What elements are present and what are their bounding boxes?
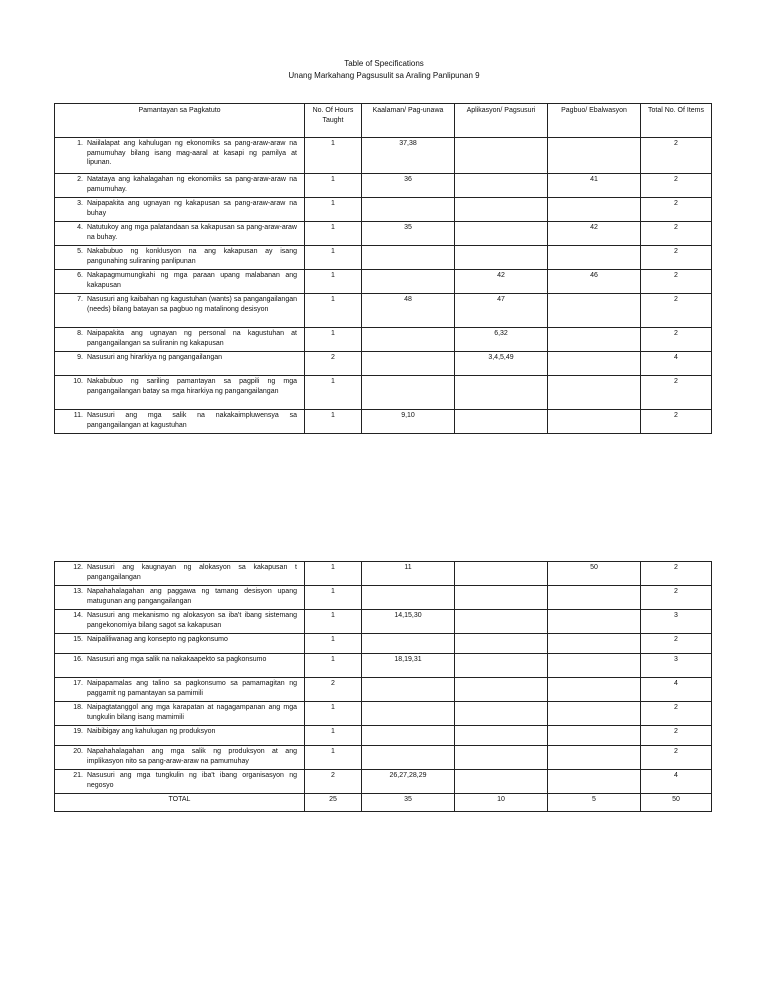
header-evaluation: Pagbuo/ Ebalwasyon: [548, 104, 641, 138]
hours-cell: 1: [305, 174, 362, 198]
competency-cell: [55, 586, 305, 610]
competency-number: 7.: [77, 296, 83, 303]
knowledge-cell: 11: [362, 562, 455, 586]
total-items-cell: 2: [641, 726, 712, 746]
hours-cell: 1: [305, 702, 362, 726]
hours-cell: 1: [305, 246, 362, 270]
competency-text: Nakabubuo ng sariling pamantayan sa pagpili ng mga pangangailangan batay sa mga hirarkiya ng pangangailangan: [87, 378, 297, 395]
evaluation-cell: [548, 746, 641, 770]
specifications-table-page-2: [54, 561, 712, 812]
application-cell: [455, 586, 548, 610]
table-row: [55, 746, 712, 770]
competency-text: Nakapagmumungkahi ng mga paraan upang malabanan ang kakapusan: [87, 272, 297, 289]
competency-number: 4.: [77, 224, 83, 231]
competency-number: 11.: [73, 412, 83, 419]
competency-number: 2.: [77, 176, 83, 183]
table-row: [55, 328, 712, 352]
application-cell: [455, 410, 548, 434]
competency-cell: [55, 138, 305, 174]
competency-number: 17.: [73, 680, 83, 687]
table-row: [55, 246, 712, 270]
evaluation-cell: [548, 352, 641, 376]
competency-cell: [55, 270, 305, 294]
total-items-cell: 2: [641, 294, 712, 328]
total-items-cell: 2: [641, 562, 712, 586]
evaluation-cell: [548, 586, 641, 610]
competency-text: Natutukoy ang mga palatandaan sa kakapusan sa pang-araw-araw na buhay.: [87, 224, 297, 241]
competency-number: 13.: [73, 588, 83, 595]
table-row: [55, 198, 712, 222]
evaluation-cell: [548, 328, 641, 352]
competency-cell: [55, 702, 305, 726]
hours-cell: 1: [305, 746, 362, 770]
competency-cell: [55, 246, 305, 270]
evaluation-cell: [548, 770, 641, 794]
knowledge-cell: 14,15,30: [362, 610, 455, 634]
total-items-cell: 3: [641, 610, 712, 634]
competency-number: 20.: [73, 748, 83, 755]
application-cell: [455, 376, 548, 410]
specifications-table-page-1: [54, 103, 712, 434]
total-row: [55, 794, 712, 812]
competency-cell: [55, 610, 305, 634]
knowledge-cell: 35: [362, 222, 455, 246]
application-cell: [455, 246, 548, 270]
hours-cell: 1: [305, 328, 362, 352]
competency-cell: [55, 410, 305, 434]
total-items-cell: 2: [641, 222, 712, 246]
evaluation-cell: [548, 246, 641, 270]
evaluation-cell: [548, 138, 641, 174]
knowledge-cell: 26,27,28,29: [362, 770, 455, 794]
application-cell: [455, 726, 548, 746]
competency-cell: [55, 294, 305, 328]
hours-cell: 1: [305, 294, 362, 328]
total-evaluation: 5: [548, 794, 641, 812]
knowledge-cell: [362, 702, 455, 726]
knowledge-cell: [362, 634, 455, 654]
table-row: [55, 634, 712, 654]
total-items-cell: 2: [641, 174, 712, 198]
total-hours: 25: [305, 794, 362, 812]
competency-text: Naibibigay ang kahulugan ng produksyon: [87, 728, 216, 735]
competency-text: Natataya ang kahalagahan ng ekonomiks sa pang-araw-araw na pamumuhay.: [87, 176, 297, 193]
hours-cell: 1: [305, 138, 362, 174]
application-cell: [455, 138, 548, 174]
competency-text: Nasusuri ang mga salik na nakakaapekto sa pagkonsumo: [87, 656, 267, 663]
application-cell: 6,32: [455, 328, 548, 352]
table-row: [55, 138, 712, 174]
total-items-cell: 2: [641, 586, 712, 610]
competency-text: Napahahalagahan ang mga salik ng produksyon at ang implikasyon nito sa pang-araw-araw na pamumuhay: [87, 748, 297, 765]
table-row: [55, 294, 712, 328]
competency-number: 10.: [73, 378, 83, 385]
total-items-cell: 2: [641, 702, 712, 726]
evaluation-cell: 50: [548, 562, 641, 586]
application-cell: [455, 654, 548, 678]
knowledge-cell: 48: [362, 294, 455, 328]
total-items-cell: 2: [641, 270, 712, 294]
table-row: [55, 610, 712, 634]
total-label: TOTAL: [55, 794, 305, 812]
application-cell: [455, 174, 548, 198]
table-body-page-2: [55, 562, 712, 794]
application-cell: 3,4,5,49: [455, 352, 548, 376]
competency-number: 19.: [73, 728, 83, 735]
competency-number: 5.: [77, 248, 83, 255]
table-row: [55, 270, 712, 294]
evaluation-cell: [548, 410, 641, 434]
hours-cell: 1: [305, 610, 362, 634]
table-header-row: [55, 104, 712, 138]
application-cell: [455, 562, 548, 586]
total-items-cell: 3: [641, 654, 712, 678]
application-cell: [455, 678, 548, 702]
hours-cell: 1: [305, 634, 362, 654]
competency-cell: [55, 328, 305, 352]
competency-text: Nasusuri ang kaibahan ng kagustuhan (wants) sa pangangailangan (needs) bilang batayan sa pagbuo ng matalinong desisyon: [87, 296, 297, 313]
competency-cell: [55, 562, 305, 586]
evaluation-cell: [548, 376, 641, 410]
knowledge-cell: [362, 352, 455, 376]
document-title: Table of Specifications: [344, 59, 424, 68]
hours-cell: 1: [305, 562, 362, 586]
table-row: [55, 678, 712, 702]
table-row: [55, 562, 712, 586]
competency-cell: [55, 376, 305, 410]
competency-number: 16.: [73, 656, 83, 663]
total-items-cell: 2: [641, 410, 712, 434]
total-items-cell: 2: [641, 634, 712, 654]
knowledge-cell: 37,38: [362, 138, 455, 174]
competency-text: Naipapakita ang ugnayan ng kakapusan sa pang-araw-araw na buhay: [87, 200, 297, 217]
competency-cell: [55, 352, 305, 376]
evaluation-cell: 41: [548, 174, 641, 198]
competency-text: Naiilalapat ang kahulugan ng ekonomiks sa pang-araw-araw na pamumuhay bilang isang mag-aaral at kasapi ng pamilya at lipunan.: [87, 140, 297, 166]
table-row: [55, 410, 712, 434]
hours-cell: 1: [305, 198, 362, 222]
document-subtitle: Unang Markahang Pagsusulit sa Araling Panlipunan 9: [288, 71, 480, 80]
competency-text: Nasusuri ang mekanismo ng alokasyon sa iba't ibang sistemang pangekonomiya bilang sagot sa kakapusan: [87, 612, 297, 629]
knowledge-cell: 36: [362, 174, 455, 198]
competency-text: Nasusuri ang hirarkiya ng pangangailangan: [87, 354, 223, 361]
table-row: [55, 174, 712, 198]
hours-cell: 1: [305, 726, 362, 746]
knowledge-cell: [362, 678, 455, 702]
table-row: [55, 222, 712, 246]
competency-number: 3.: [77, 200, 83, 207]
table-row: [55, 654, 712, 678]
competency-cell: [55, 222, 305, 246]
competency-text: Nasusuri ang mga tungkulin ng iba't ibang organisasyon ng negosyo: [87, 772, 297, 789]
header-hours: No. Of Hours Taught: [305, 104, 362, 138]
competency-text: Nakabubuo ng konklusyon na ang kakapusan ay isang pangunahing suliraning panlipunan: [87, 248, 297, 265]
knowledge-cell: [362, 586, 455, 610]
competency-cell: [55, 634, 305, 654]
knowledge-cell: 18,19,31: [362, 654, 455, 678]
knowledge-cell: [362, 246, 455, 270]
total-items-cell: 2: [641, 376, 712, 410]
evaluation-cell: [548, 678, 641, 702]
competency-number: 15.: [73, 636, 83, 643]
competency-cell: [55, 726, 305, 746]
evaluation-cell: 42: [548, 222, 641, 246]
application-cell: [455, 634, 548, 654]
total-items-cell: 2: [641, 198, 712, 222]
hours-cell: 1: [305, 222, 362, 246]
header-total-items: Total No. Of Items: [641, 104, 712, 138]
total-items: 50: [641, 794, 712, 812]
evaluation-cell: [548, 702, 641, 726]
header-knowledge: Kaalaman/ Pag-unawa: [362, 104, 455, 138]
evaluation-cell: [548, 634, 641, 654]
application-cell: 42: [455, 270, 548, 294]
evaluation-cell: [548, 610, 641, 634]
knowledge-cell: [362, 270, 455, 294]
competency-cell: [55, 746, 305, 770]
competency-cell: [55, 654, 305, 678]
total-application: 10: [455, 794, 548, 812]
application-cell: [455, 746, 548, 770]
competency-cell: [55, 770, 305, 794]
competency-text: Naipapamalas ang talino sa pagkonsumo sa pamamagitan ng paggamit ng pamantayan sa pamimili: [87, 680, 297, 697]
total-items-cell: 4: [641, 678, 712, 702]
hours-cell: 1: [305, 376, 362, 410]
header-application: Aplikasyon/ Pagsusuri: [455, 104, 548, 138]
total-knowledge: 35: [362, 794, 455, 812]
knowledge-cell: [362, 376, 455, 410]
total-items-cell: 2: [641, 328, 712, 352]
hours-cell: 1: [305, 586, 362, 610]
evaluation-cell: 46: [548, 270, 641, 294]
application-cell: [455, 198, 548, 222]
knowledge-cell: [362, 328, 455, 352]
competency-text: Naipaliliwanag ang konsepto ng pagkonsumo: [87, 636, 228, 643]
competency-number: 6.: [77, 272, 83, 279]
table-row: [55, 376, 712, 410]
total-items-cell: 4: [641, 770, 712, 794]
evaluation-cell: [548, 726, 641, 746]
competency-number: 8.: [77, 330, 83, 337]
table-row: [55, 586, 712, 610]
application-cell: 47: [455, 294, 548, 328]
competency-number: 9.: [77, 354, 83, 361]
competency-text: Nasusuri ang kaugnayan ng alokasyon sa kakapusan t pangangailangan: [87, 564, 297, 581]
header-competency: Pamantayan sa Pagkatuto: [55, 104, 305, 138]
competency-number: 18.: [73, 704, 83, 711]
total-items-cell: 2: [641, 246, 712, 270]
application-cell: [455, 770, 548, 794]
total-items-cell: 2: [641, 746, 712, 770]
table-row: [55, 702, 712, 726]
evaluation-cell: [548, 654, 641, 678]
competency-number: 21.: [73, 772, 83, 779]
knowledge-cell: [362, 726, 455, 746]
hours-cell: 1: [305, 270, 362, 294]
competency-text: Napahahalagahan ang paggawa ng tamang desisyon upang matugunan ang pangangailangan: [87, 588, 297, 605]
total-items-cell: 4: [641, 352, 712, 376]
competency-cell: [55, 678, 305, 702]
competency-text: Nasusuri ang mga salik na nakakaimpluwensya sa pangangailangan at kagustuhan: [87, 412, 297, 429]
competency-cell: [55, 198, 305, 222]
knowledge-cell: [362, 198, 455, 222]
competency-number: 1.: [77, 140, 83, 147]
competency-number: 14.: [73, 612, 83, 619]
knowledge-cell: 9,10: [362, 410, 455, 434]
application-cell: [455, 222, 548, 246]
hours-cell: 1: [305, 654, 362, 678]
competency-cell: [55, 174, 305, 198]
table-row: [55, 352, 712, 376]
total-items-cell: 2: [641, 138, 712, 174]
application-cell: [455, 702, 548, 726]
table-row: [55, 726, 712, 746]
hours-cell: 1: [305, 410, 362, 434]
application-cell: [455, 610, 548, 634]
hours-cell: 2: [305, 770, 362, 794]
competency-text: Naipapakita ang ugnayan ng personal na kagustuhan at pangangailangan sa suliranin ng kakapusan: [87, 330, 297, 347]
evaluation-cell: [548, 294, 641, 328]
hours-cell: 2: [305, 678, 362, 702]
hours-cell: 2: [305, 352, 362, 376]
table-row: [55, 770, 712, 794]
competency-number: 12.: [73, 564, 83, 571]
competency-text: Naipagtatanggol ang mga karapatan at nagagampanan ang mga tungkulin bilang isang mamimili: [87, 704, 297, 721]
knowledge-cell: [362, 746, 455, 770]
evaluation-cell: [548, 198, 641, 222]
table-body-page-1: [55, 138, 712, 434]
